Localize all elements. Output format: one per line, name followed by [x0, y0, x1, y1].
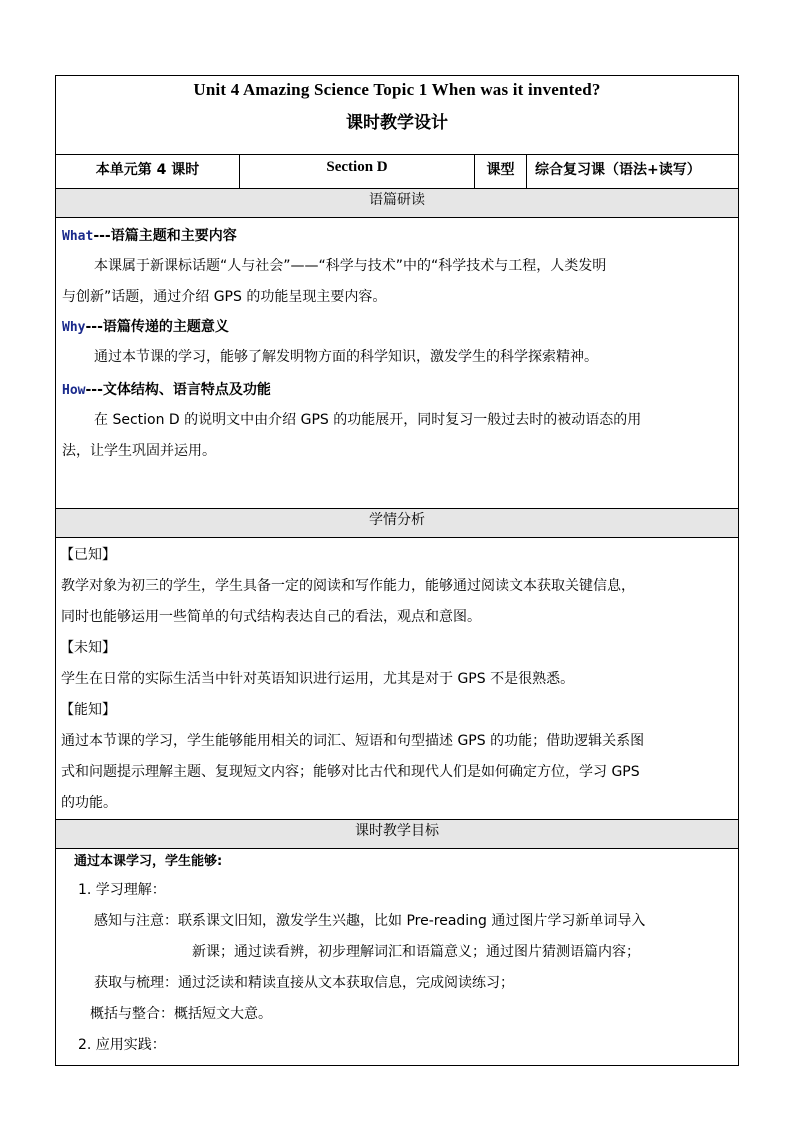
- summary-label: 概括与整合：: [90, 1006, 174, 1022]
- able-line-2: 式和问题提示理解主题、复现短文内容；能够对比古代和现代人们是如何确定方位，学习 GPS: [61, 764, 640, 780]
- obtain-line: [56, 968, 738, 999]
- learner-analysis-body: [56, 538, 739, 820]
- unknown-text: 学生在日常的实际生活当中针对英语知识进行运用，尤其是对于 GPS 不是很熟悉。: [61, 671, 575, 687]
- info-row: [56, 155, 739, 189]
- lesson-number: 本单元第 4 课时: [56, 155, 240, 189]
- why-label: ---语篇传递的主题意义: [85, 319, 229, 335]
- unknown-label: 【未知】: [60, 640, 116, 656]
- how-heading: [56, 376, 738, 405]
- known-line-2: 同时也能够运用一些简单的句式结构表达自己的看法，观点和意图。: [61, 609, 481, 625]
- text-study-header: 语篇研读: [56, 189, 739, 218]
- text-study-body: [56, 218, 739, 509]
- goals-intro: 通过本课学习，学生能够:: [74, 854, 223, 869]
- perceive-label: 感知与注意：: [94, 913, 178, 929]
- lesson-type-label: 课型: [475, 155, 527, 189]
- what-line-2: 与创新”话题，通过介绍 GPS 的功能呈现主要内容。: [62, 289, 387, 305]
- what-keyword: What: [62, 229, 94, 244]
- section-name: Section D: [240, 155, 475, 189]
- why-text: 通过本节课的学习，能够了解发明物方面的科学知识，激发学生的科学探索精神。: [94, 349, 598, 365]
- known-line-1: 教学对象为初三的学生，学生具备一定的阅读和写作能力，能够通过阅读文本获取关键信息，: [61, 578, 635, 594]
- how-line-1: 在 Section D 的说明文中由介绍 GPS 的功能展开，同时复习一般过去时的被动语态的用: [94, 412, 642, 428]
- title-chinese: 课时教学设计: [346, 113, 448, 133]
- obtain-text: 通过泛读和精读直接从文本获取信息，完成阅读练习；: [178, 975, 514, 991]
- lesson-plan-page: [55, 75, 738, 1066]
- summary-text: 概括短文大意。: [174, 1006, 272, 1022]
- how-line-2: 法，让学生巩固并运用。: [62, 443, 216, 459]
- able-line-3: 的功能。: [61, 795, 117, 811]
- what-line-1: 本课属于新课标话题“人与社会”——“科学与技术”中的“科学技术与工程，人类发明: [94, 258, 607, 274]
- perceive-line-2: 新课；通过读看辨，初步理解词汇和语篇意义；通过图片猜测语篇内容；: [192, 944, 640, 960]
- able-label: 【能知】: [60, 702, 116, 718]
- perceive-line-1: [56, 906, 738, 937]
- goal-item-1: 1. 学习理解：: [78, 882, 166, 898]
- perceive-text-1: 联系课文旧知，激发学生兴趣，比如 Pre-reading 通过图片学习新单词导入: [178, 913, 646, 929]
- title-cell: [56, 76, 739, 155]
- lesson-type-value: 综合复习课（语法+读写）: [527, 155, 739, 189]
- goal-item-2: 2. 应用实践：: [78, 1037, 166, 1053]
- lesson-goals-header: 课时教学目标: [56, 820, 739, 849]
- how-keyword: How: [62, 383, 86, 398]
- learner-analysis-header: 学情分析: [56, 509, 739, 538]
- how-label: ---文体结构、语言特点及功能: [85, 382, 271, 398]
- why-heading: [56, 313, 738, 342]
- why-keyword: Why: [62, 320, 86, 335]
- obtain-label: 获取与梳理：: [94, 975, 178, 991]
- title-english: Unit 4 Amazing Science Topic 1 When was it invented?: [193, 80, 601, 99]
- known-label: 【已知】: [60, 547, 116, 563]
- lesson-goals-body: [56, 849, 739, 1066]
- lesson-plan-table: [55, 75, 739, 1066]
- what-heading: [56, 222, 738, 251]
- what-label: ---语篇主题和主要内容: [93, 228, 237, 244]
- summary-line: [56, 999, 738, 1030]
- able-line-1: 通过本节课的学习，学生能够能用相关的词汇、短语和句型描述 GPS 的功能；借助逻辑关系图: [61, 733, 645, 749]
